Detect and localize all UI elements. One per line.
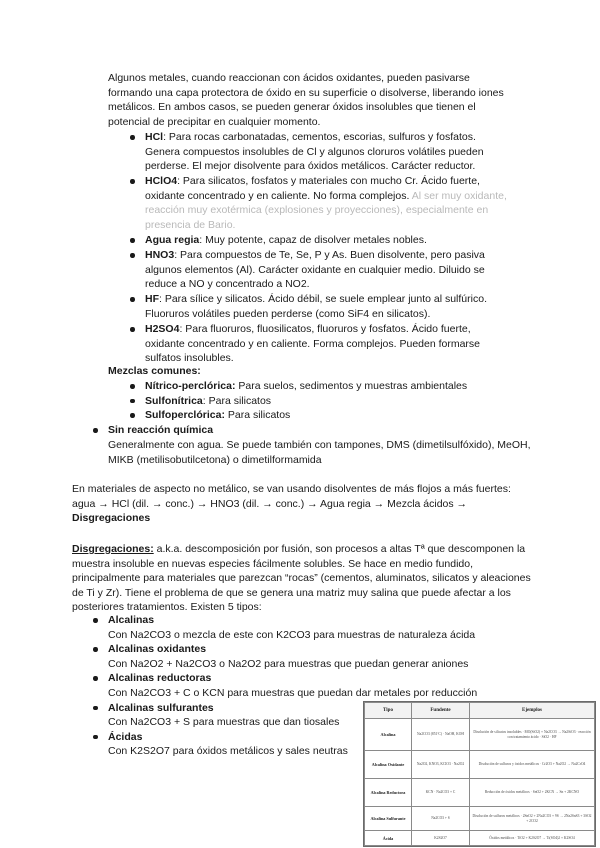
table-header-row bbox=[365, 703, 595, 719]
tipo-name: Alcalinas reductoras bbox=[108, 672, 212, 685]
table-cell-tipo: Alcalina Sulfurante bbox=[365, 807, 412, 831]
acid-desc: : Para rocas carbonatadas, cementos, escorias, sulfuros y fosfatos. Genera compuestos insolubles de Cl y algunos cloruros volátiles pueden perderse. El mejor disolvente para óxidos metálicos. Carácter reductor. bbox=[145, 131, 484, 173]
mezcla-item bbox=[145, 408, 525, 423]
tipo-name: Alcalinas sulfurantes bbox=[108, 701, 214, 714]
table-header-cell: Fundente bbox=[412, 703, 470, 719]
acid-name: HClO4 bbox=[145, 175, 178, 187]
acid-name: HF bbox=[145, 293, 159, 305]
table-cell-ejemplo: Disolución de sulfuros y óxidos metálicos · Cr2O3 + Na2O2 → Na2CrO4 bbox=[470, 751, 595, 779]
acid-name: HCl bbox=[145, 131, 164, 143]
acid-desc: : Para compuestos de Te, Se, P y As. Buen disolvente, pero pasiva algunos elementos (Al). Carácter oxidante en cualquier medio. Diluido se reduce a NO y concentrado a NO2. bbox=[145, 249, 485, 291]
table-cell-fundente: Na2CO3 (851ºC) · NaOH, KOH bbox=[412, 719, 470, 751]
mezcla-item bbox=[145, 379, 525, 394]
acid-name: HNO3 bbox=[145, 249, 175, 261]
acid-item-hclo4 bbox=[145, 174, 511, 233]
table-row bbox=[365, 779, 595, 807]
sin-reaccion-text: Generalmente con agua. Se puede también con tampones, DMS (dimetilsulfóxido), MeOH, MIKB (metilisobutilcetona) o dimetilformamida bbox=[108, 439, 531, 466]
no-metalico-bold: Disgregaciones bbox=[72, 512, 151, 525]
table-row bbox=[365, 751, 595, 779]
table-header-cell: Tipo bbox=[365, 703, 412, 719]
disgregaciones-table bbox=[363, 701, 596, 847]
acid-item-hno3 bbox=[145, 248, 511, 292]
tipo-desc: Con Na2CO3 + C o KCN para muestras que puedan dar metales por reducción bbox=[108, 686, 478, 699]
mezclas-title: Mezclas comunes: bbox=[108, 365, 201, 377]
sin-reaccion-title: Sin reacción química bbox=[108, 424, 214, 436]
acid-desc: : Muy potente, capaz de disolver metales nobles. bbox=[199, 234, 427, 246]
tipo-name: Alcalinas oxidantes bbox=[108, 643, 207, 656]
table-cell-tipo: Alcalina bbox=[365, 719, 412, 751]
table-cell-fundente: KCN · Na2CO3 + C bbox=[412, 779, 470, 807]
table-cell-ejemplo: Disolución de sulfuros metálicos · 2SnO2 + 2Na2CO3 + 9S → 2Na2SnS3 + 3SO2 + 2CO2 bbox=[470, 807, 595, 831]
tipo-desc: Con Na2CO3 o mezcla de este con K2CO3 para muestras de naturaleza ácida bbox=[108, 628, 476, 641]
table-row bbox=[365, 831, 595, 846]
table-cell-tipo: Ácida bbox=[365, 831, 412, 846]
tipo-desc: Con Na2O2 + Na2CO3 o Na2O2 para muestras que puedan generar aniones bbox=[108, 657, 469, 670]
acids-list bbox=[145, 130, 511, 366]
tipo-name: Ácidas bbox=[108, 730, 143, 743]
acid-item-h2so4 bbox=[145, 322, 511, 366]
acid-name: H2SO4 bbox=[145, 323, 180, 335]
tipo-item-alcalinas-oxidantes bbox=[108, 642, 528, 671]
tipo-desc: Con Na2CO3 + S para muestras que dan tiosales bbox=[108, 716, 340, 729]
sin-reaccion-item bbox=[108, 423, 528, 438]
tipo-name: Alcalinas bbox=[108, 614, 155, 626]
no-metalico-paragraph bbox=[72, 482, 532, 526]
table-cell-fundente: Na2CO3 + S bbox=[412, 807, 470, 831]
mezcla-item bbox=[145, 394, 525, 409]
tipo-item-alcalinas bbox=[108, 613, 528, 642]
mezcla-name: Sulfonítrica bbox=[145, 394, 203, 407]
intro-paragraph: Algunos metales, cuando reaccionan con ácidos oxidantes, pueden pasivarse formando una capa protectora de óxido en su superficie o disolverse, liberando iones metálicos. En ambos casos, se pueden generar óxidos insolubles que tienen el potencial de precipitar en cualquier momento. bbox=[108, 72, 504, 128]
disgregaciones-paragraph bbox=[72, 542, 534, 615]
table-row bbox=[365, 719, 595, 751]
table-row bbox=[365, 807, 595, 831]
table-header-cell: Ejemplos bbox=[470, 703, 595, 719]
mezcla-desc: Para suelos, sedimentos y muestras ambientales bbox=[235, 380, 468, 392]
acid-name: Agua regia bbox=[145, 234, 200, 246]
table-cell-ejemplo: Reducción de óxidos metálicos · SnO2 + 2KCN → Sn + 2KCNO bbox=[470, 779, 595, 807]
tipo-item-alcalinas-reductoras bbox=[108, 671, 528, 700]
acid-desc: : Para silicatos, fosfatos y materiales con mucho Cr. Ácido fuerte, oxidante concentrado y en caliente. No forma complejos. bbox=[145, 175, 480, 202]
mezclas-list bbox=[145, 379, 525, 423]
table-cell-fundente: K2S2O7 bbox=[412, 831, 470, 846]
acid-item-hcl bbox=[145, 130, 511, 174]
acid-desc: : Para fluoruros, fluosilicatos, fluoruros y fosfatos. Ácido fuerte, oxidante concentrado y en caliente. Forma complejos. Pueden formarse sulfatos insolubles. bbox=[145, 323, 481, 365]
acid-item-agua-regia bbox=[145, 233, 511, 248]
mezclas-heading bbox=[108, 364, 201, 379]
mezcla-desc: Para silicatos bbox=[224, 409, 291, 422]
table-cell-fundente: Na2O2, KNO3, KClO3 · Na2O2 bbox=[412, 751, 470, 779]
acid-item-hf bbox=[145, 292, 511, 322]
disgregaciones-title: Disgregaciones: bbox=[72, 543, 154, 555]
table-cell-ejemplo: Óxidos metálicos · TiO2 + K2S2O7 → Ti(SO4)2 + K2SO4 bbox=[470, 831, 595, 846]
mezcla-name: Nítrico-perclórica: bbox=[145, 380, 236, 392]
no-metalico-text: En materiales de aspecto no metálico, se van usando disolventes de más flojos a más fuertes: agua → HCl (dil. → conc.) → HNO3 (dil. → conc.) → Agua regia → Mezcla ácidos → bbox=[72, 483, 511, 510]
acid-desc: : Para sílice y silicatos. Ácido débil, se suele emplear junto al sulfúrico. Fluoruros volátiles pueden perderse (como SiF4 en silicatos). bbox=[145, 293, 487, 320]
acid-note: Al ser muy oxidante, reacción muy exotérmica (explosiones y proyecciones), especialmente en presencia de Bario. bbox=[145, 189, 507, 231]
table-cell-ejemplo: Disolución de silicatos insolubles · MO(SiO2) + Na2CO3 → Na2SiO3 · reacción con tratamiento ácido · SiO2 · HF bbox=[470, 719, 595, 751]
table-cell-tipo: Alcalina Reductora bbox=[365, 779, 412, 807]
table-cell-tipo: Alcalina Oxidante bbox=[365, 751, 412, 779]
mezcla-desc: : Para silicatos bbox=[202, 394, 272, 407]
disgregaciones-text: a.k.a. descomposición por fusión, son procesos a altas Tª que descomponen la muestra insoluble en nuevas especies fácilmente solubles. Se hace en medio fundido, principalmente para materiales que parezcan “rocas” (cementos, aluminatos, silicatos y aleaciones de Ti y Zr). Tiene el problema de que se genera una matriz muy salina que puede afectar a los posteriores tratamientos. Existen 5 tipos: bbox=[72, 543, 531, 614]
mezcla-name: Sulfoperclórica: bbox=[145, 409, 225, 422]
tipo-desc: Con K2S2O7 para óxidos metálicos y sales neutras bbox=[108, 745, 348, 758]
